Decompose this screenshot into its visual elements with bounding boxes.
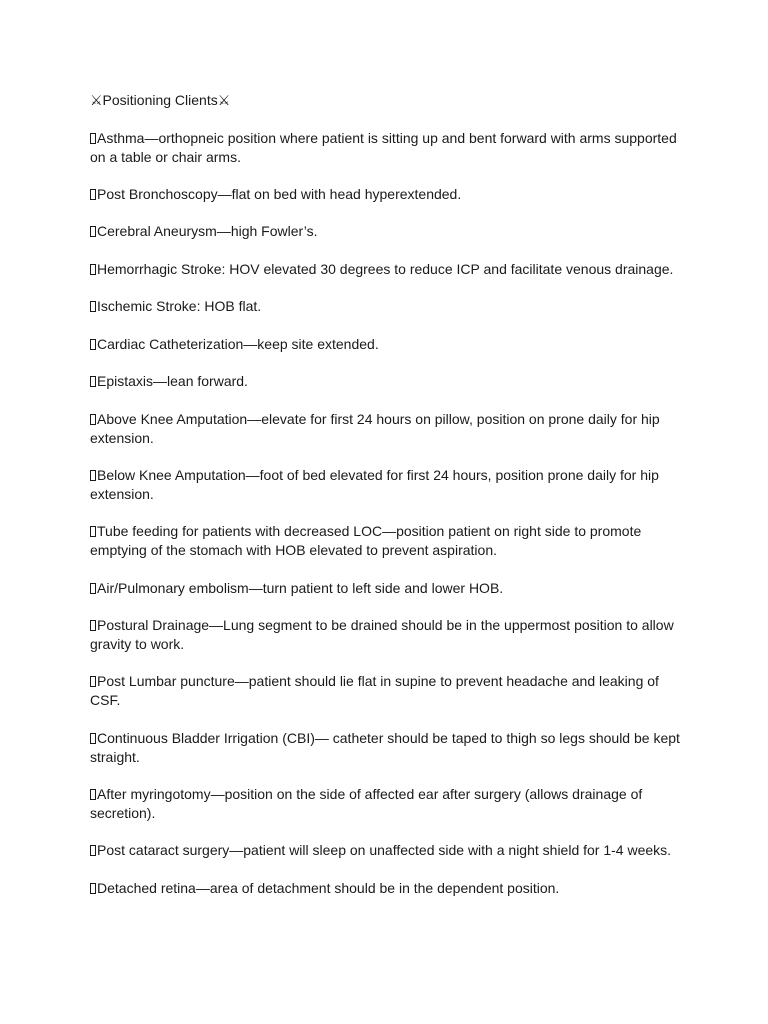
entry-text: Post Lumbar puncture—patient should lie flat in supine to prevent headache and leaking of CSF. [90, 673, 659, 708]
bullet-box-icon [90, 376, 96, 387]
list-item [90, 522, 690, 560]
entry-text: Air/Pulmonary embolism—turn patient to left side and lower HOB. [97, 580, 504, 596]
list-item [90, 841, 690, 860]
entry-text: Below Knee Amputation—foot of bed elevated for first 24 hours, position prone daily for hip extension. [90, 467, 659, 502]
list-item [90, 372, 690, 391]
list-item [90, 129, 690, 167]
list-item [90, 729, 690, 767]
list-item [90, 185, 690, 204]
bullet-box-icon [90, 470, 96, 481]
bullet-box-icon [90, 583, 96, 594]
bullet-box-icon [90, 620, 96, 631]
list-item [90, 879, 690, 898]
bullet-box-icon [90, 226, 96, 237]
entry-text: Cardiac Catheterization—keep site extended. [97, 336, 379, 352]
list-item [90, 616, 690, 654]
entry-text: Post Bronchoscopy—flat on bed with head hyperextended. [97, 186, 462, 202]
entry-text: After myringotomy—position on the side of affected ear after surgery (allows drainage of secretion). [90, 786, 643, 821]
bullet-box-icon [90, 133, 96, 144]
list-item [90, 222, 690, 241]
document-title: ⚔Positioning Clients⚔ [90, 92, 231, 108]
bullet-box-icon [90, 676, 96, 687]
entry-text: Asthma—orthopneic position where patient is sitting up and bent forward with arms supported on a table or chair arms. [90, 130, 677, 165]
entry-text: Above Knee Amputation—elevate for first 24 hours on pillow, position on prone daily for hip extension. [90, 411, 660, 446]
entry-text: Postural Drainage—Lung segment to be drained should be in the uppermost position to allow gravity to work. [90, 617, 674, 652]
entry-text: Hemorrhagic Stroke: HOV elevated 30 degrees to reduce ICP and facilitate venous drainage. [97, 261, 674, 277]
entry-text: Ischemic Stroke: HOB flat. [97, 298, 262, 314]
bullet-box-icon [90, 264, 96, 275]
bullet-box-icon [90, 414, 96, 425]
entry-text: Continuous Bladder Irrigation (CBI)— catheter should be taped to thigh so legs should be kept straight. [90, 730, 680, 765]
bullet-box-icon [90, 189, 96, 200]
bullet-box-icon [90, 301, 96, 312]
bullet-box-icon [90, 339, 96, 350]
entry-text: Detached retina—area of detachment should be in the dependent position. [97, 880, 560, 896]
list-item [90, 260, 690, 279]
bullet-box-icon [90, 789, 96, 800]
list-item [90, 335, 690, 354]
entry-text: Epistaxis—lean forward. [97, 373, 248, 389]
bullet-box-icon [90, 883, 96, 894]
list-item [90, 579, 690, 598]
entry-text: Cerebral Aneurysm—high Fowler’s. [97, 223, 318, 239]
list-item [90, 410, 690, 448]
entry-text: Tube feeding for patients with decreased LOC—position patient on right side to promote emptying of the stomach with HOB elevated to prevent aspiration. [90, 523, 642, 558]
list-item [90, 672, 690, 710]
list-item [90, 785, 690, 823]
bullet-box-icon [90, 526, 96, 537]
list-item [90, 297, 690, 316]
list-item [90, 466, 690, 504]
bullet-box-icon [90, 733, 96, 744]
bullet-box-icon [90, 845, 96, 856]
entry-text: Post cataract surgery—patient will sleep on unaffected side with a night shield for 1-4 weeks. [97, 842, 672, 858]
